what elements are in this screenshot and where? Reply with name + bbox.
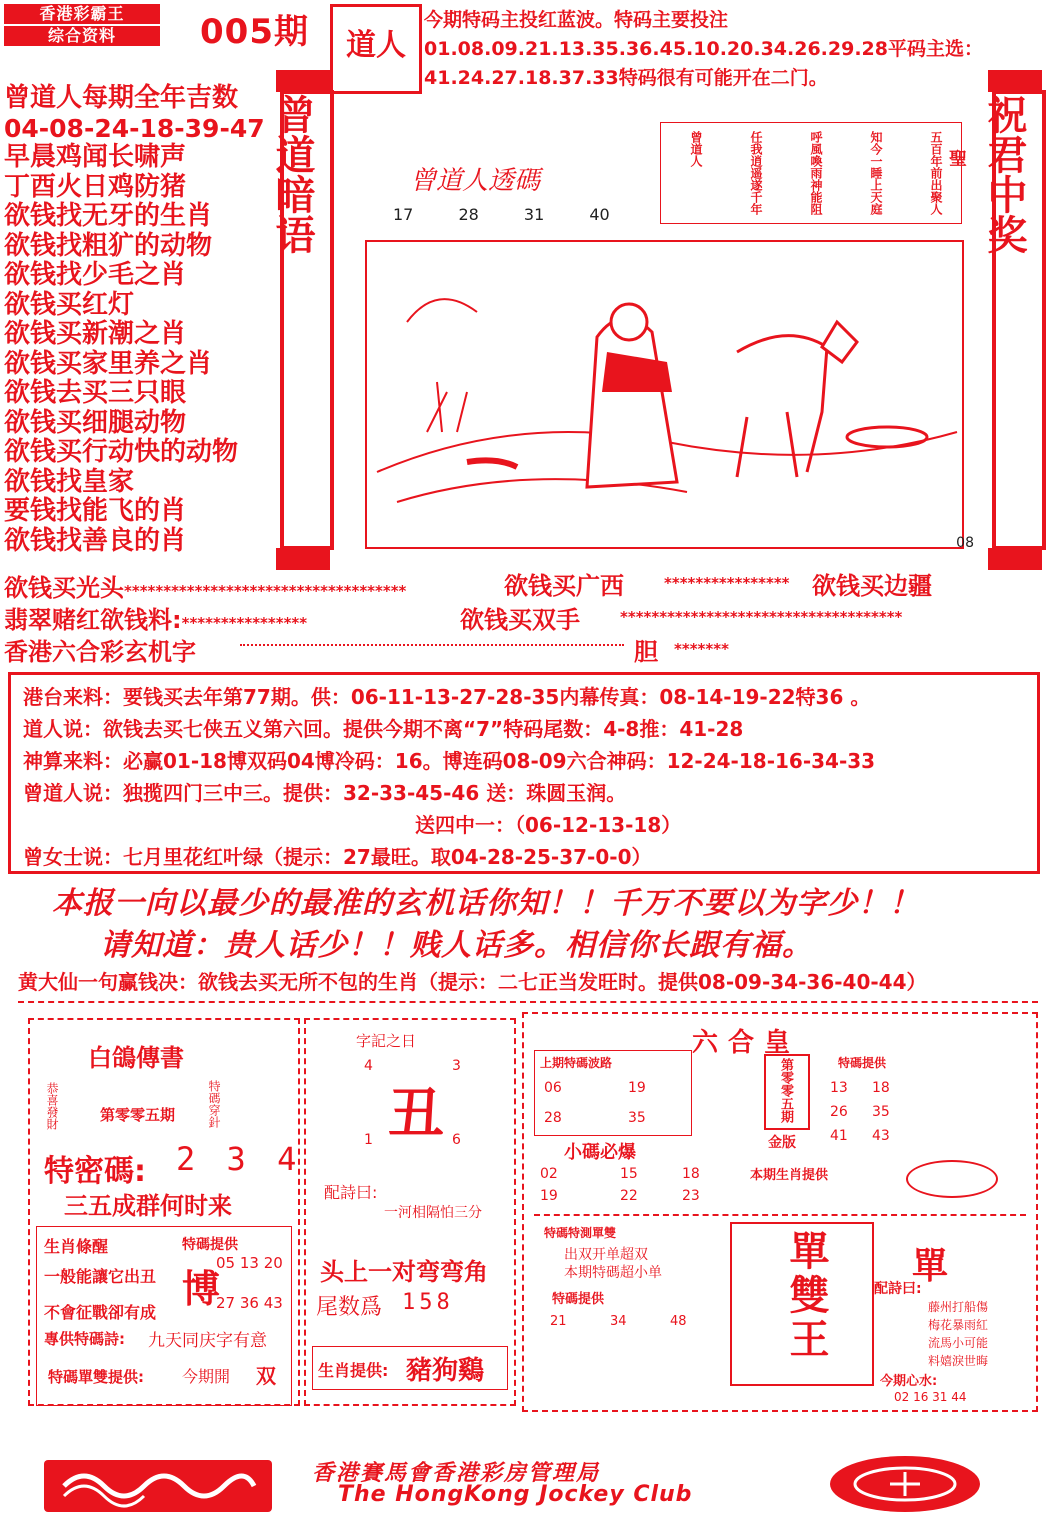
zodiac-poem-label: 配詩曰:	[324, 1183, 378, 1202]
heart-label: 今期心水:	[880, 1374, 938, 1389]
star-line-3-label: 香港六合彩玄机字	[4, 638, 196, 666]
issue-number: 005期	[200, 12, 309, 52]
seal-stamp	[330, 4, 422, 94]
left-list-item: 欲钱找皇家	[4, 466, 135, 497]
small-number: 23	[682, 1188, 700, 1204]
picture-poem	[660, 122, 967, 224]
pigeon-title: 白鴿傳書	[88, 1043, 184, 1072]
tips-number: 18	[872, 1080, 890, 1096]
star-line-2	[4, 600, 307, 635]
corner-number: 4	[364, 1058, 373, 1074]
footer-emblem-left-icon	[44, 1460, 272, 1512]
dan-value: 今期開	[182, 1367, 231, 1386]
jockey-club-logo-icon	[830, 1456, 980, 1512]
bo-numbers: 05 13 20	[216, 1254, 283, 1272]
poem-column: 五百年前出聚人	[929, 131, 943, 215]
star-line-2-mid: 欲钱买双手	[460, 606, 580, 634]
sage-and-donkey-illustration	[367, 242, 962, 547]
tips-label: 特碼提供	[838, 1056, 887, 1070]
poem-column: 曾道人	[689, 131, 703, 167]
scroll-cap	[276, 548, 330, 570]
zodiac-label: 本期生肖提供	[750, 1168, 829, 1183]
picture-number: 31	[523, 205, 545, 224]
sx-value: 豬狗鷄	[406, 1356, 485, 1386]
scroll-right-text: 祝君中奖	[981, 94, 1027, 254]
star-line-1-right: 欲钱买边疆	[812, 572, 932, 600]
dan-king: 單雙王	[783, 1230, 830, 1362]
zodiac-poem-value: 一河相隔怕三分	[384, 1205, 482, 1221]
dotted-rule	[240, 644, 624, 646]
corner-number: 3	[452, 1058, 461, 1074]
small-number: 02	[540, 1166, 558, 1182]
top-note: 今期特码主投红蓝波。特码主要投注01.08.09.21.13.35.36.45.10.20.34.26.29.28平码主选：41.24.27.18.37.33特码很有可能开在二门。	[424, 9, 983, 89]
left-list-item: 欲钱去买三只眼	[4, 378, 187, 408]
panel-liuhe	[522, 1012, 1038, 1412]
left-list-item: 欲钱买细腿动物	[4, 407, 187, 438]
panel-zodiac-day	[304, 1018, 516, 1406]
shengxiao-heading: 生肖條醒	[44, 1237, 109, 1256]
footer-cn: 香港賽馬會香港彩房管理局	[312, 1460, 601, 1486]
star-line-3-mid: 胆	[634, 638, 658, 666]
liuhe-issue: 第零零五期	[778, 1058, 793, 1123]
tema-number-r: 34	[610, 1314, 627, 1329]
guess-line: 出双开单超双	[564, 1247, 648, 1263]
tema-number-r: 21	[550, 1314, 567, 1329]
star-fill: ************************************	[124, 582, 407, 600]
ornament-icon	[906, 1160, 998, 1198]
guess-line: 本期特碼超小单	[564, 1265, 662, 1281]
last-wave-label: 上期特碼波路	[540, 1056, 613, 1070]
masthead-title-line2: 综合资料	[4, 26, 160, 46]
pigeon-side-left: 恭喜發財	[45, 1082, 59, 1130]
small-label: 小碼必爆	[564, 1142, 636, 1163]
dan-result: 双	[256, 1364, 276, 1388]
scroll-cap	[276, 70, 330, 92]
left-list-heading: 曾道人每期全年吉数	[4, 83, 239, 113]
small-number: 22	[620, 1188, 638, 1204]
shengxiao-line: 不會征戰卻有成	[44, 1303, 157, 1322]
liuhe-sub: 金版	[768, 1135, 796, 1151]
info-line: 道人说：欲钱去买七侠五义第六回。提供今期不离“7”特码尾数：4-8推：41-28	[23, 717, 744, 741]
tema-verse: 三五成群何时来	[64, 1191, 232, 1220]
left-list-numbers: 04-08-24-18-39-47	[4, 113, 265, 143]
left-list-item: 欲钱买家里养之肖	[4, 348, 213, 379]
tips-number: 13	[830, 1080, 848, 1096]
star-line-3	[4, 632, 196, 667]
left-list-item: 丁酉火日鸡防猪	[4, 171, 187, 202]
sx-label: 生肖提供:	[318, 1361, 389, 1380]
heart-numbers: 02 16 31 44	[894, 1390, 967, 1404]
info-line: 神算来料：必赢01-18博双码04博冷码：16。博连码08-09六合神码：12-24-18-16-34-33	[23, 749, 876, 773]
picture-title: 曾道人透碼	[410, 166, 541, 196]
star-fill: ****************	[181, 614, 308, 632]
panel-divider	[534, 1214, 1026, 1216]
slogan-1: 本报一向以最少的最准的玄机话你知！！千万不要以为字少！！	[52, 886, 920, 921]
pigeon-side-right: 特碼穿針	[207, 1080, 221, 1128]
scroll-left-text: 曾道暗语	[269, 94, 315, 254]
picture-numbers	[393, 205, 610, 224]
star-line-2-label: 翡翠赌红欲钱料:	[4, 606, 182, 634]
info-line: 送四中一：（06-12-13-18）	[415, 813, 682, 837]
panel-pigeon	[28, 1018, 303, 1406]
poem-column: 任我逍遥遂千年	[749, 131, 763, 215]
tema-label-r: 特碼提供	[552, 1292, 605, 1307]
bo-numbers: 27 36 43	[216, 1294, 283, 1312]
tema-numbers: 2 3 4	[176, 1140, 303, 1178]
tips-number: 43	[872, 1128, 890, 1144]
left-clue-list	[4, 84, 276, 556]
tips-number: 35	[872, 1104, 890, 1120]
wave-number: 19	[628, 1080, 646, 1096]
tips-number: 41	[830, 1128, 848, 1144]
fahua-char: 單	[912, 1245, 949, 1287]
picture-number: 17	[393, 205, 414, 224]
poem-line-r: 藤州打船傷	[928, 1300, 989, 1314]
wong-tai-sin-line: 黄大仙一句赢钱决：欲钱去买无所不包的生肖（提示：二七正当发旺时。提供08-09-34-36-40-44）	[18, 966, 1038, 1003]
zodiac-char: 丑	[388, 1081, 444, 1147]
corner-number: 6	[452, 1132, 461, 1148]
tema-label: 特密碼:	[44, 1154, 146, 1189]
star-fill: ****************	[664, 574, 790, 592]
special-label: 專供特碼詩:	[44, 1330, 125, 1348]
wave-number: 35	[628, 1110, 646, 1126]
star-fill: ************************************	[620, 608, 903, 626]
guess-label: 特碼特測單雙	[544, 1226, 617, 1240]
swirl-icon	[44, 1460, 272, 1512]
special-value: 九天同庆字有意	[148, 1331, 267, 1351]
dan-king-box	[730, 1222, 874, 1386]
poem-column: 呼風喚雨神能阻	[809, 131, 823, 215]
picture-number: 40	[589, 205, 610, 224]
info-line: 曾道人说：独揽四门三中三。提供：32-33-45-46 送：珠圆玉润。	[23, 781, 627, 805]
scroll-right	[981, 90, 1046, 550]
pigeon-title-box	[88, 1038, 198, 1070]
masthead-title	[4, 4, 164, 48]
small-number: 19	[540, 1188, 558, 1204]
tips-number: 26	[830, 1104, 848, 1120]
info-line: 港台来料：要钱买去年第77期。供：06-11-13-27-28-35内幕传真：08-14-19-22特36 。	[23, 685, 871, 709]
crest-icon	[830, 1456, 980, 1512]
poem-column: 知今一睡上天庭	[869, 131, 883, 215]
info-line: 曾女士说：七月里花红叶绿（提示：27最旺。取04-28-25-37-0-0）	[23, 845, 652, 869]
bo-heading: 特碼提供	[182, 1237, 238, 1253]
small-number: 18	[682, 1166, 700, 1182]
star-fill: *******	[674, 640, 729, 658]
left-list-item: 欲钱买红灯	[4, 289, 135, 320]
left-list-item: 欲钱找粗犷的动物	[4, 230, 213, 261]
slogan-2: 请知道：贵人话少！！贱人话多。相信你长跟有福。	[100, 928, 813, 963]
masthead-title-line1: 香港彩霸王	[4, 4, 160, 24]
poem-line-r: 料嬉淚世晦	[928, 1354, 989, 1368]
pigeon-issue: 第零零五期	[100, 1106, 176, 1124]
illustration-scene	[365, 240, 974, 551]
zodiac-phrase: 头上一对弯弯角	[320, 1258, 488, 1286]
seal-text: 道人	[346, 28, 406, 63]
left-list-item: 欲钱找善良的肖	[4, 525, 187, 556]
scroll-cap	[988, 70, 1042, 92]
poem-label-r: 配詩曰:	[874, 1281, 922, 1297]
poem-line-r: 梅花暴雨紅	[928, 1318, 989, 1332]
poem-line-r: 流馬小可能	[928, 1336, 989, 1350]
wave-number: 28	[544, 1110, 562, 1126]
star-line-1-mid: 欲钱买广西	[504, 572, 624, 600]
left-list-item: 欲钱买行动快的动物	[4, 437, 239, 467]
small-number: 15	[620, 1166, 638, 1182]
poem-head: 聖	[946, 149, 967, 167]
info-box	[8, 672, 1040, 874]
scroll-cap	[988, 548, 1042, 570]
tail-label: 尾数爲	[316, 1295, 383, 1320]
corner-number: 1	[364, 1132, 373, 1148]
bo-char: 博	[182, 1266, 221, 1311]
star-line-1-label: 欲钱买光头	[4, 574, 124, 602]
issue-box	[764, 1054, 810, 1130]
left-list-item: 早晨鸡闻长啸声	[4, 142, 187, 172]
shengxiao-line: 一般能讓它出丑	[44, 1267, 157, 1286]
left-list-item: 要钱找能飞的肖	[4, 496, 187, 526]
left-list-item: 欲钱找少毛之肖	[4, 260, 187, 290]
picture-corner-number: 08	[956, 535, 974, 551]
wave-number: 06	[544, 1080, 562, 1096]
zodiac-day-head: 字記之日	[356, 1032, 417, 1050]
left-list-item: 欲钱买新潮之肖	[4, 319, 187, 349]
tail-value: 158	[402, 1290, 454, 1315]
footer-en: The HongKong Jockey Club	[338, 1482, 693, 1507]
star-line-1	[4, 568, 406, 603]
tema-number-r: 48	[670, 1314, 687, 1329]
dan-label: 特碼單雙提供:	[48, 1368, 144, 1386]
liuhe-banner: 六合皇	[692, 1028, 801, 1058]
left-list-item: 欲钱找无牙的生肖	[4, 201, 213, 231]
picture-number: 28	[458, 205, 479, 224]
scroll-left	[269, 90, 334, 550]
